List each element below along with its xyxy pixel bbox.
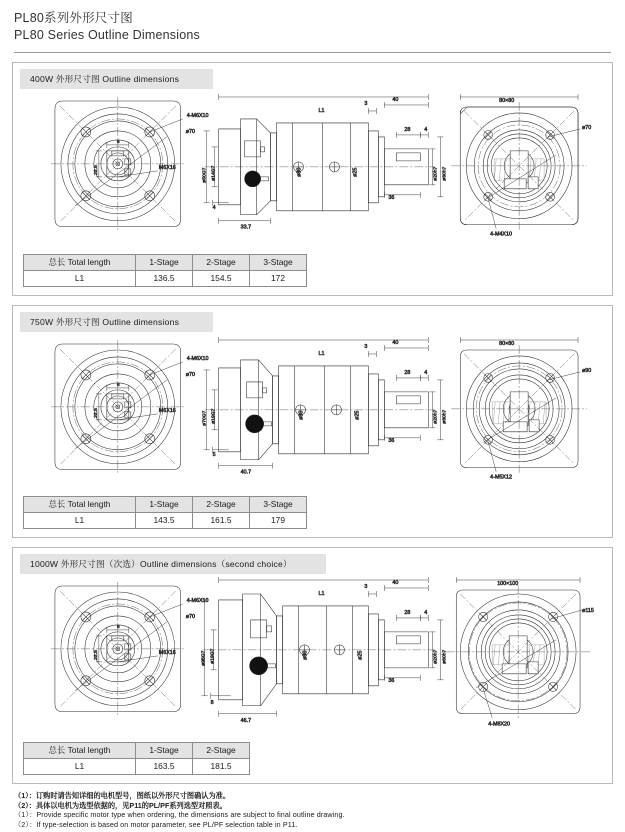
table-row: [24, 270, 307, 286]
side-output-len-750w: 40: [392, 339, 399, 346]
value-2-stage: 154.5: [193, 270, 250, 286]
side-step-1000w: 3: [364, 584, 368, 591]
value-1-stage: 136.5: [136, 270, 193, 286]
rear-circle-dia-1000w: ø115: [582, 608, 594, 615]
side-key-off-750w: 4: [424, 369, 428, 376]
row-label: L1: [24, 513, 136, 529]
front-bolt-callout-750w: 4-M6X10: [186, 355, 209, 362]
col-total-length: 总长 Total length: [24, 254, 136, 270]
front-small-dim-750w: 6: [116, 381, 120, 388]
side-key-depth-400w: 4: [212, 204, 216, 211]
side-total-length-1000w: L1: [318, 591, 325, 598]
dimension-table-wrap-1000w: [13, 742, 612, 783]
col-2-stage: 2-Stage: [193, 743, 250, 759]
front-bolt-callout-1000w: 4-M6X10: [186, 598, 209, 605]
side-key-off-400w: 4: [424, 126, 428, 133]
value-2-stage: 181.5: [193, 759, 250, 775]
col-3-stage: 3-Stage: [250, 254, 307, 270]
col-2-stage: 2-Stage: [193, 497, 250, 513]
section-heading-1000w: 1000W 外形尺寸图（次选）Outline dimensions（second choice）: [20, 554, 326, 574]
front-pcd-750w: 22.5: [92, 407, 99, 418]
side-shaft-dia-400w: ø20h7: [432, 166, 439, 181]
value-3-stage: 179: [250, 513, 307, 529]
side-key-depth-750w: 5: [212, 451, 216, 458]
col-total-length: 总长 Total length: [24, 743, 136, 759]
front-tap-callout-400w: M6X16: [158, 164, 176, 171]
front-circle-dia-400w: ø70: [185, 128, 195, 135]
side-bore-dia-1000w: ø19G7: [209, 649, 216, 665]
section-heading-400w: 400W 外形尺寸图 Outline dimensions: [20, 69, 213, 89]
value-2-stage: 161.5: [193, 513, 250, 529]
page-header: [0, 0, 625, 44]
outline-drawing-400w: [13, 89, 612, 254]
row-label: L1: [24, 270, 136, 286]
col-3-stage: 3-Stage: [250, 497, 307, 513]
table-header-row: [24, 497, 307, 513]
front-small-dim-1000w: 6: [116, 624, 120, 631]
drawing-400w: [13, 89, 612, 254]
side-body-dia-750w: ø80: [298, 410, 305, 420]
section-heading-750w: 750W 外形尺寸图 Outline dimensions: [20, 312, 213, 332]
front-tap-callout-750w: M6X16: [158, 407, 176, 414]
drawing-1000w: [13, 574, 612, 742]
side-pilot-dia-1000w: ø25: [357, 651, 364, 661]
rear-bolt-callout-750w: 4-M5X12: [490, 474, 513, 481]
dimension-table-1000w: [23, 742, 250, 775]
side-pilot-dia-750w: ø25: [354, 410, 361, 420]
side-key-len-400w: 28: [404, 126, 411, 133]
col-total-length: 总长 Total length: [24, 497, 136, 513]
value-3-stage: 172: [250, 270, 307, 286]
col-1-stage: 1-Stage: [136, 254, 193, 270]
side-input-len-1000w: 46.7: [240, 718, 252, 725]
side-key-len-1000w: 28: [404, 610, 411, 617]
side-input-flange-dia-400w: ø50G7: [201, 167, 208, 183]
side-spigot-dia-400w: ø60h7: [441, 166, 448, 181]
side-bore-dia-400w: ø14G7: [210, 165, 217, 181]
front-small-dim-400w: 6: [116, 138, 120, 145]
side-shaft-dia-1000w: ø20h7: [432, 650, 439, 665]
side-bore-dia-750w: ø19G7: [210, 408, 217, 424]
front-circle-dia-1000w: ø70: [185, 614, 195, 621]
side-output-len-400w: 40: [392, 96, 399, 103]
side-flange-len-1000w: 36: [388, 678, 395, 685]
dimension-table-wrap-400w: [13, 254, 612, 295]
section-400w: [12, 62, 613, 296]
value-1-stage: 163.5: [136, 759, 193, 775]
drawing-750w: [13, 332, 612, 497]
side-body-dia-1000w: ø80: [302, 651, 309, 661]
table-row: [24, 513, 307, 529]
side-key-depth-1000w: 8: [210, 700, 214, 707]
footnote-en-2: （2）：If type-selection is based on motor parameter, see PL/PF selection table in P11.: [14, 819, 298, 829]
side-total-length-750w: L1: [318, 350, 325, 357]
front-pcd-400w: 22.5: [92, 165, 99, 175]
side-key-len-750w: 28: [404, 369, 411, 376]
front-bolt-callout-400w: 4-M6X10: [186, 112, 209, 119]
rear-bolt-callout-1000w: 4-M8X20: [488, 722, 511, 729]
col-1-stage: 1-Stage: [136, 497, 193, 513]
rear-circle-dia-750w: ø90: [582, 367, 592, 374]
side-spigot-dia-1000w: ø60h7: [441, 650, 448, 665]
dimension-table-750w: [23, 496, 307, 529]
value-1-stage: 143.5: [136, 513, 193, 529]
page-title-cn: PL80系列外形尺寸图: [14, 11, 133, 25]
rear-square-750w: 80×80: [499, 340, 515, 347]
table-header-row: [24, 743, 250, 759]
footnotes: [14, 791, 625, 829]
rear-square-1000w: 100×100: [497, 581, 519, 588]
col-2-stage: 2-Stage: [193, 254, 250, 270]
side-total-length-400w: L1: [318, 107, 325, 114]
section-1000w: [12, 547, 613, 784]
rear-square-400w: 80×80: [499, 97, 515, 104]
side-input-len-400w: 33.7: [240, 224, 252, 231]
side-input-flange-dia-1000w: ø95G7: [200, 651, 207, 667]
outline-drawing-1000w: [13, 574, 612, 742]
front-tap-callout-1000w: M6X16: [158, 650, 176, 657]
outline-drawing-750w: [13, 332, 612, 497]
row-label: L1: [24, 759, 136, 775]
side-output-len-1000w: 40: [392, 580, 399, 587]
side-step-400w: 3: [364, 100, 368, 107]
table-row: [24, 759, 250, 775]
header-divider: [14, 52, 611, 53]
side-flange-len-750w: 36: [388, 437, 395, 444]
dimension-table-wrap-750w: [13, 496, 612, 537]
dimension-table-400w: [23, 254, 307, 287]
footnote-en-1: （1）：Provide specific motor type when ordering, the dimensions are subject to final outline drawing.: [14, 810, 345, 820]
side-body-dia-400w: ø80: [296, 167, 303, 177]
table-header-row: [24, 254, 307, 270]
rear-bolt-callout-400w: 4-M4X10: [490, 231, 513, 238]
footnote-cn-1: （1）：订购时请告知详细的电机型号，图纸以外形尺寸图确认为准。: [14, 791, 231, 801]
side-key-off-1000w: 4: [424, 610, 428, 617]
section-750w: [12, 305, 613, 539]
side-shaft-dia-750w: ø20h7: [432, 409, 439, 424]
side-step-750w: 3: [364, 343, 368, 350]
side-pilot-dia-400w: ø25: [352, 167, 359, 177]
front-circle-dia-750w: ø70: [185, 371, 195, 378]
side-input-len-750w: 40.7: [240, 469, 252, 476]
side-flange-len-400w: 36: [388, 194, 395, 201]
front-pcd-1000w: 22.5: [92, 650, 99, 661]
side-input-flange-dia-750w: ø70G7: [201, 410, 208, 426]
footnote-cn-2: （2）：具体以电机为选型依据的，见P11的PL/PF系列选型对照表。: [14, 800, 227, 810]
page-title-en: PL80 Series Outline Dimensions: [14, 28, 200, 42]
col-1-stage: 1-Stage: [136, 743, 193, 759]
side-spigot-dia-750w: ø60h7: [441, 409, 448, 424]
rear-circle-dia-400w: ø70: [582, 124, 592, 131]
